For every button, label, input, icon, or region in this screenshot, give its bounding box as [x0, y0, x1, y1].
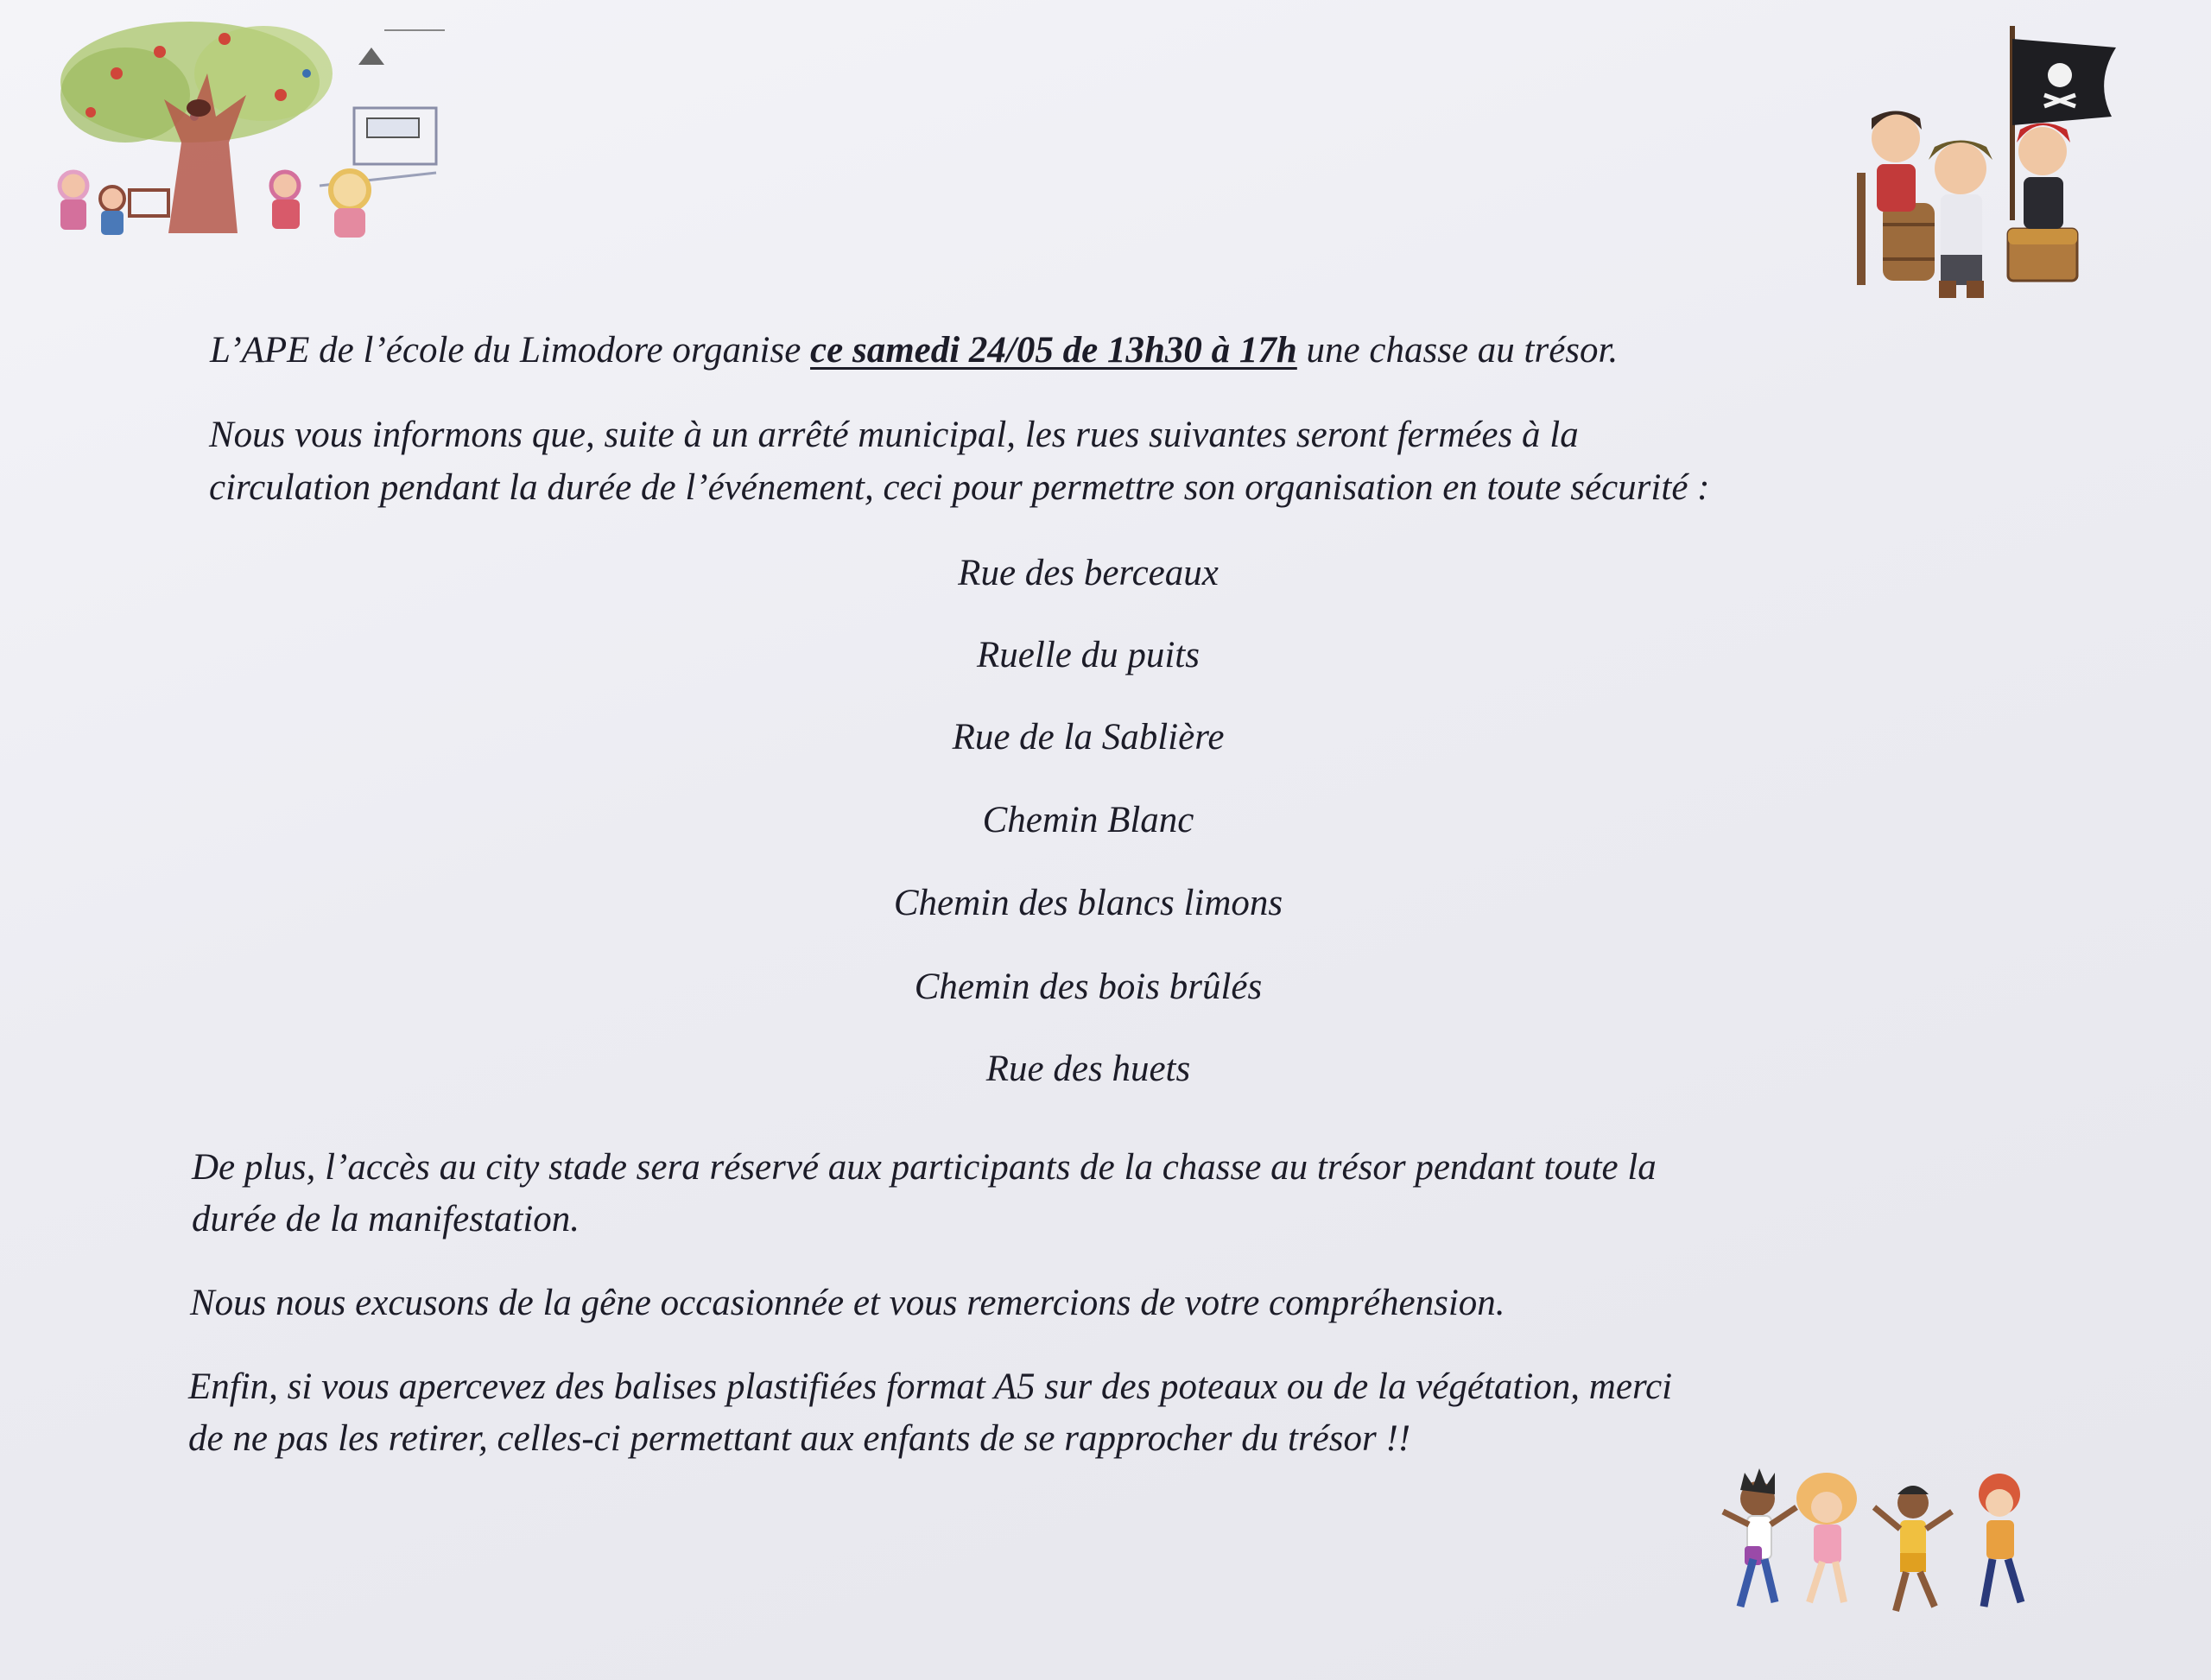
access-line-1: De plus, l’accès au city stade sera réservé aux participants de la chasse au trésor pendant toute la — [192, 1147, 1657, 1188]
intro-after: une chasse au trésor. — [1296, 330, 1619, 371]
apology-line: Nous nous excusons de la gêne occasionnée et vous remercions de votre compréhension. — [190, 1283, 1505, 1323]
pirate-kids-illustration — [1844, 22, 2129, 311]
street-item: Rue des berceaux — [958, 553, 1219, 593]
street-item: Rue des huets — [985, 1049, 1191, 1089]
street-item: Rue de la Sablière — [952, 717, 1225, 758]
beacons-line-1: Enfin, si vous apercevez des balises plastifiées format A5 sur des poteaux ou de la végétation, merci — [188, 1366, 1673, 1407]
street-item: Chemin des bois brûlés — [914, 967, 1263, 1007]
street-item: Ruelle du puits — [977, 635, 1200, 675]
intro-line — [210, 332, 1618, 369]
school-tree-drawing — [22, 13, 445, 263]
street-item: Chemin Blanc — [982, 800, 1194, 840]
beacons-line-2: de ne pas les retirer, celles-ci permettant aux enfants de se rapprocher du trésor !! — [188, 1418, 1411, 1459]
jumping-kids-illustration — [1714, 1460, 2051, 1632]
event-date-time: ce samedi 24/05 de 13h30 à 17h — [810, 330, 1297, 371]
street-item: Chemin des blancs limons — [893, 883, 1283, 923]
intro-before: L’APE de l’école du Limodore organise — [210, 330, 811, 371]
access-line-2: durée de la manifestation. — [192, 1199, 580, 1239]
notice-line-1: Nous vous informons que, suite à un arrêté municipal, les rues suivantes seront fermées à la — [209, 415, 1579, 455]
notice-line-2: circulation pendant la durée de l’événement, ceci pour permettre son organisation en toute sécurité : — [209, 467, 1710, 508]
